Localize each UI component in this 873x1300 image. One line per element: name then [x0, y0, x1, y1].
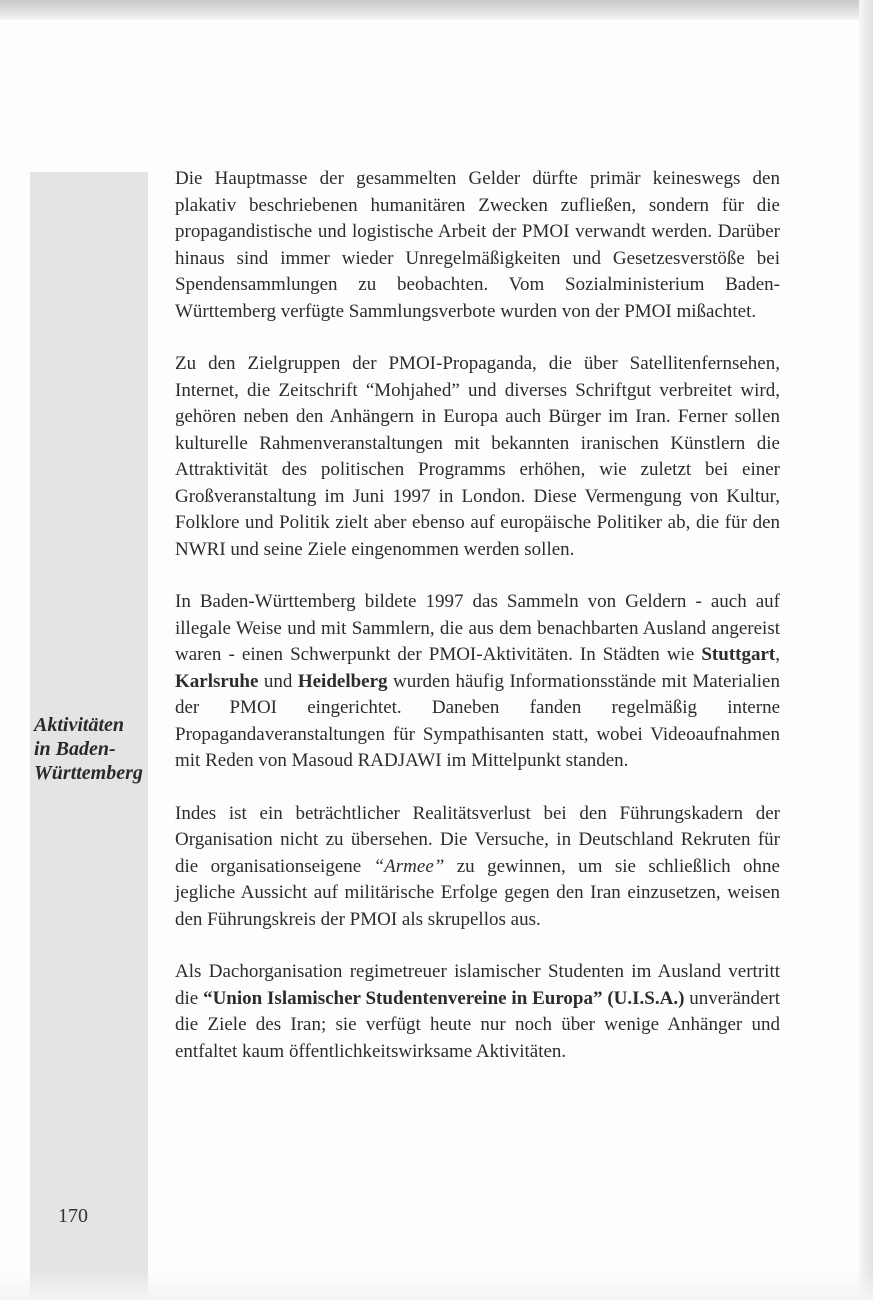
- text-run: Als Dachorganisation regimetreuer islamischer Studenten im Ausland vertritt die: [175, 961, 780, 1009]
- paragraph-4: [175, 801, 780, 934]
- main-text: [175, 166, 780, 1065]
- margin-note: [34, 713, 184, 785]
- text-run: ,: [775, 644, 780, 665]
- scan-bottom-edge: [0, 1270, 873, 1300]
- city-name: Karlsruhe: [175, 670, 259, 692]
- paragraph-1: Die Hauptmasse der gesammelten Gelder dürfte primär keineswegs den plakativ beschriebenen humanitären Zwecken zufließen, sondern für die propagandistische und logistische Arbeit der PMOI verwandt werden. Darüber hinaus sind immer wieder Unregelmäßigkeiten und Gesetzesverstöße bei Spendensammlungen zu beobachten. Vom Sozialministerium Baden-Württemberg verfügte Sammlungsverbote wurden von der PMOI mißachtet.: [175, 168, 780, 322]
- organization-name: “Union Islamischer Studentenvereine in Europa” (U.I.S.A.): [203, 987, 685, 1009]
- city-name: Heidelberg: [297, 670, 388, 692]
- text-run: und: [258, 670, 298, 692]
- emphasis-armee: “Armee”: [373, 855, 445, 877]
- paragraph-5: [175, 959, 780, 1065]
- margin-note-line: Aktivitäten: [34, 714, 124, 736]
- margin-note-line: Württemberg: [34, 762, 143, 784]
- city-name: Stuttgart: [701, 644, 776, 665]
- paragraph-2: Zu den Zielgruppen der PMOI-Propaganda, die über Satellitenfernsehen, Internet, die Zeitschrift “Mohjahed” und diverses Schriftgut verbreitet wird, gehören neben den Anhängern in Europa auch Bürger im Iran. Ferner sollen kulturelle Rahmenveranstaltungen mit bekannten iranischen Künstlern die Attraktivität des politischen Programms erhöhen, wie zuletzt bei einer Großveranstaltung im Juni 1997 in London. Diese Vermengung von Kultur, Folklore und Politik zielt aber ebenso auf europäische Politiker ab, die für den NWRI und seine Ziele eingenommen werden sollen.: [175, 353, 780, 560]
- scan-top-edge: [0, 0, 873, 20]
- paragraph-3: [175, 589, 780, 775]
- text-run: wurden häufig Informationsstände mit Materialien der PMOI eingerichtet. Daneben fanden regelmäßig interne Propagandaveranstaltungen für Sympathisanten statt, wobei Videoaufnahmen mit Reden von Masoud RADJAWI im Mittelpunkt standen.: [175, 670, 780, 771]
- margin-note-line: in Baden-: [34, 738, 116, 760]
- page-number: 170: [58, 1205, 88, 1227]
- text-run: zu gewinnen, um sie schließlich ohne jegliche Aussicht auf militärische Erfolge gegen den Iran einzusetzen, weisen den Führungskreis der PMOI als skrupellos aus.: [175, 855, 780, 930]
- scan-right-edge: [859, 0, 873, 1300]
- text-run: In Baden-Württemberg bildete 1997 das Sammeln von Geldern - auch auf illegale Weise und mit Sammlern, die aus dem benachbarten Ausland angereist waren - einen Schwerpunkt der PMOI-Aktivitäten. In Städten wie: [175, 591, 780, 665]
- text-run: Indes ist ein beträchtlicher Realitätsverlust bei den Führungskadern der Organisation nicht zu übersehen. Die Versuche, in Deutschland Rekruten für die organisationseigene: [175, 802, 780, 877]
- text-run: unverändert die Ziele des Iran; sie verfügt heute nur noch über wenige Anhänger und entfaltet kaum öffentlichkeitswirksame Aktivitäten.: [175, 987, 780, 1062]
